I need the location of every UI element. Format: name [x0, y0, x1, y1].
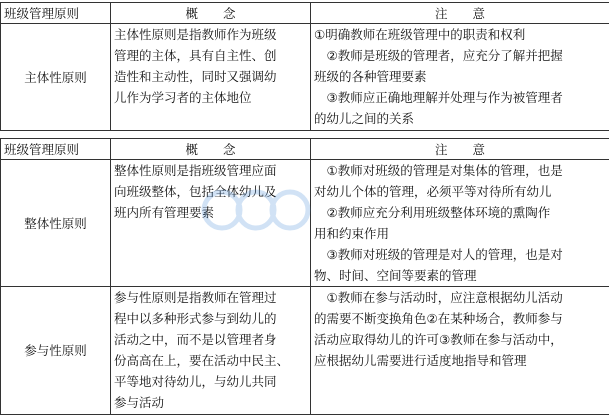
notes-line: ②教师是班级的管理者，应充分了解并把握	[314, 48, 563, 63]
concept-line: 造性和主动性，同时又强调幼	[114, 69, 277, 84]
concept-line: 参与活动	[114, 395, 165, 410]
notes-line: 班级的各种管理要素	[314, 69, 427, 84]
concept-line: 儿作为学习者的主体地位	[114, 90, 252, 105]
concept-line: 向班级整体，包括全体幼儿及	[114, 184, 277, 199]
notes-line: ①教师对班级的管理是对集体的管理，也是	[314, 163, 563, 178]
notes-line: 用和约束作用	[314, 226, 390, 241]
notes-line: ②教师应充分利用班级整体环境的熏陶作	[314, 205, 551, 220]
table-subject-principle	[0, 2, 609, 131]
concept-line: 参与性原则是指教师在管理过	[114, 290, 277, 305]
concept-line: 平等地对待幼儿，与幼儿共同	[114, 374, 277, 389]
notes-line: 的需要不断变换角色②在某种场合，教师参与	[314, 311, 563, 326]
concept-line: 份高高在上，要在活动中民主、	[114, 353, 290, 368]
concept-line: 活动之中，而不是以管理者身	[114, 332, 277, 347]
header-concept: 概 念	[111, 3, 311, 24]
concept-line: 整体性原则是指班级管理应面	[114, 163, 277, 178]
principle-name: 参与性原则	[1, 287, 111, 415]
notes-cell	[311, 24, 609, 131]
notes-line: ①教师在参与活动时，应注意根据幼儿活动	[314, 290, 563, 305]
principle-name: 整体性原则	[1, 160, 111, 287]
concept-line: 管理的主体，具有自主性、创	[114, 48, 277, 63]
notes-cell	[311, 160, 609, 287]
table-whole-participation	[0, 138, 609, 415]
notes-line: 活动应取得幼儿的许可③教师在参与活动中，	[314, 332, 563, 347]
concept-cell	[111, 160, 311, 287]
header-principle: 班级管理原则	[1, 3, 111, 24]
notes-line: ①明确教师在班级管理中的职责和权利	[314, 27, 526, 42]
notes-cell	[311, 287, 609, 415]
notes-line: ③教师应正确地理解并处理与作为被管理者	[314, 90, 563, 105]
header-notes: 注 意	[311, 139, 609, 160]
header-concept: 概 念	[111, 139, 311, 160]
concept-line: 主体性原则是指教师作为班级	[114, 27, 277, 42]
header-notes: 注 意	[311, 3, 609, 24]
concept-line: 程中以多种形式参与到幼儿的	[114, 311, 277, 326]
concept-cell	[111, 24, 311, 131]
notes-line: ③教师对班级的管理是对人的管理，也是对	[314, 247, 563, 262]
principle-name: 主体性原则	[1, 24, 111, 131]
notes-line: 物、时间、空间等要素的管理	[314, 268, 477, 283]
notes-line: 应根据幼儿需要进行适度地指导和管理	[314, 353, 527, 368]
concept-line: 班内所有管理要素	[114, 205, 215, 220]
header-principle: 班级管理原则	[1, 139, 111, 160]
notes-line: 的幼儿之间的关系	[314, 111, 415, 126]
concept-cell	[111, 287, 311, 415]
notes-line: 对幼儿个体的管理，必须平等对待所有幼儿	[314, 184, 552, 199]
